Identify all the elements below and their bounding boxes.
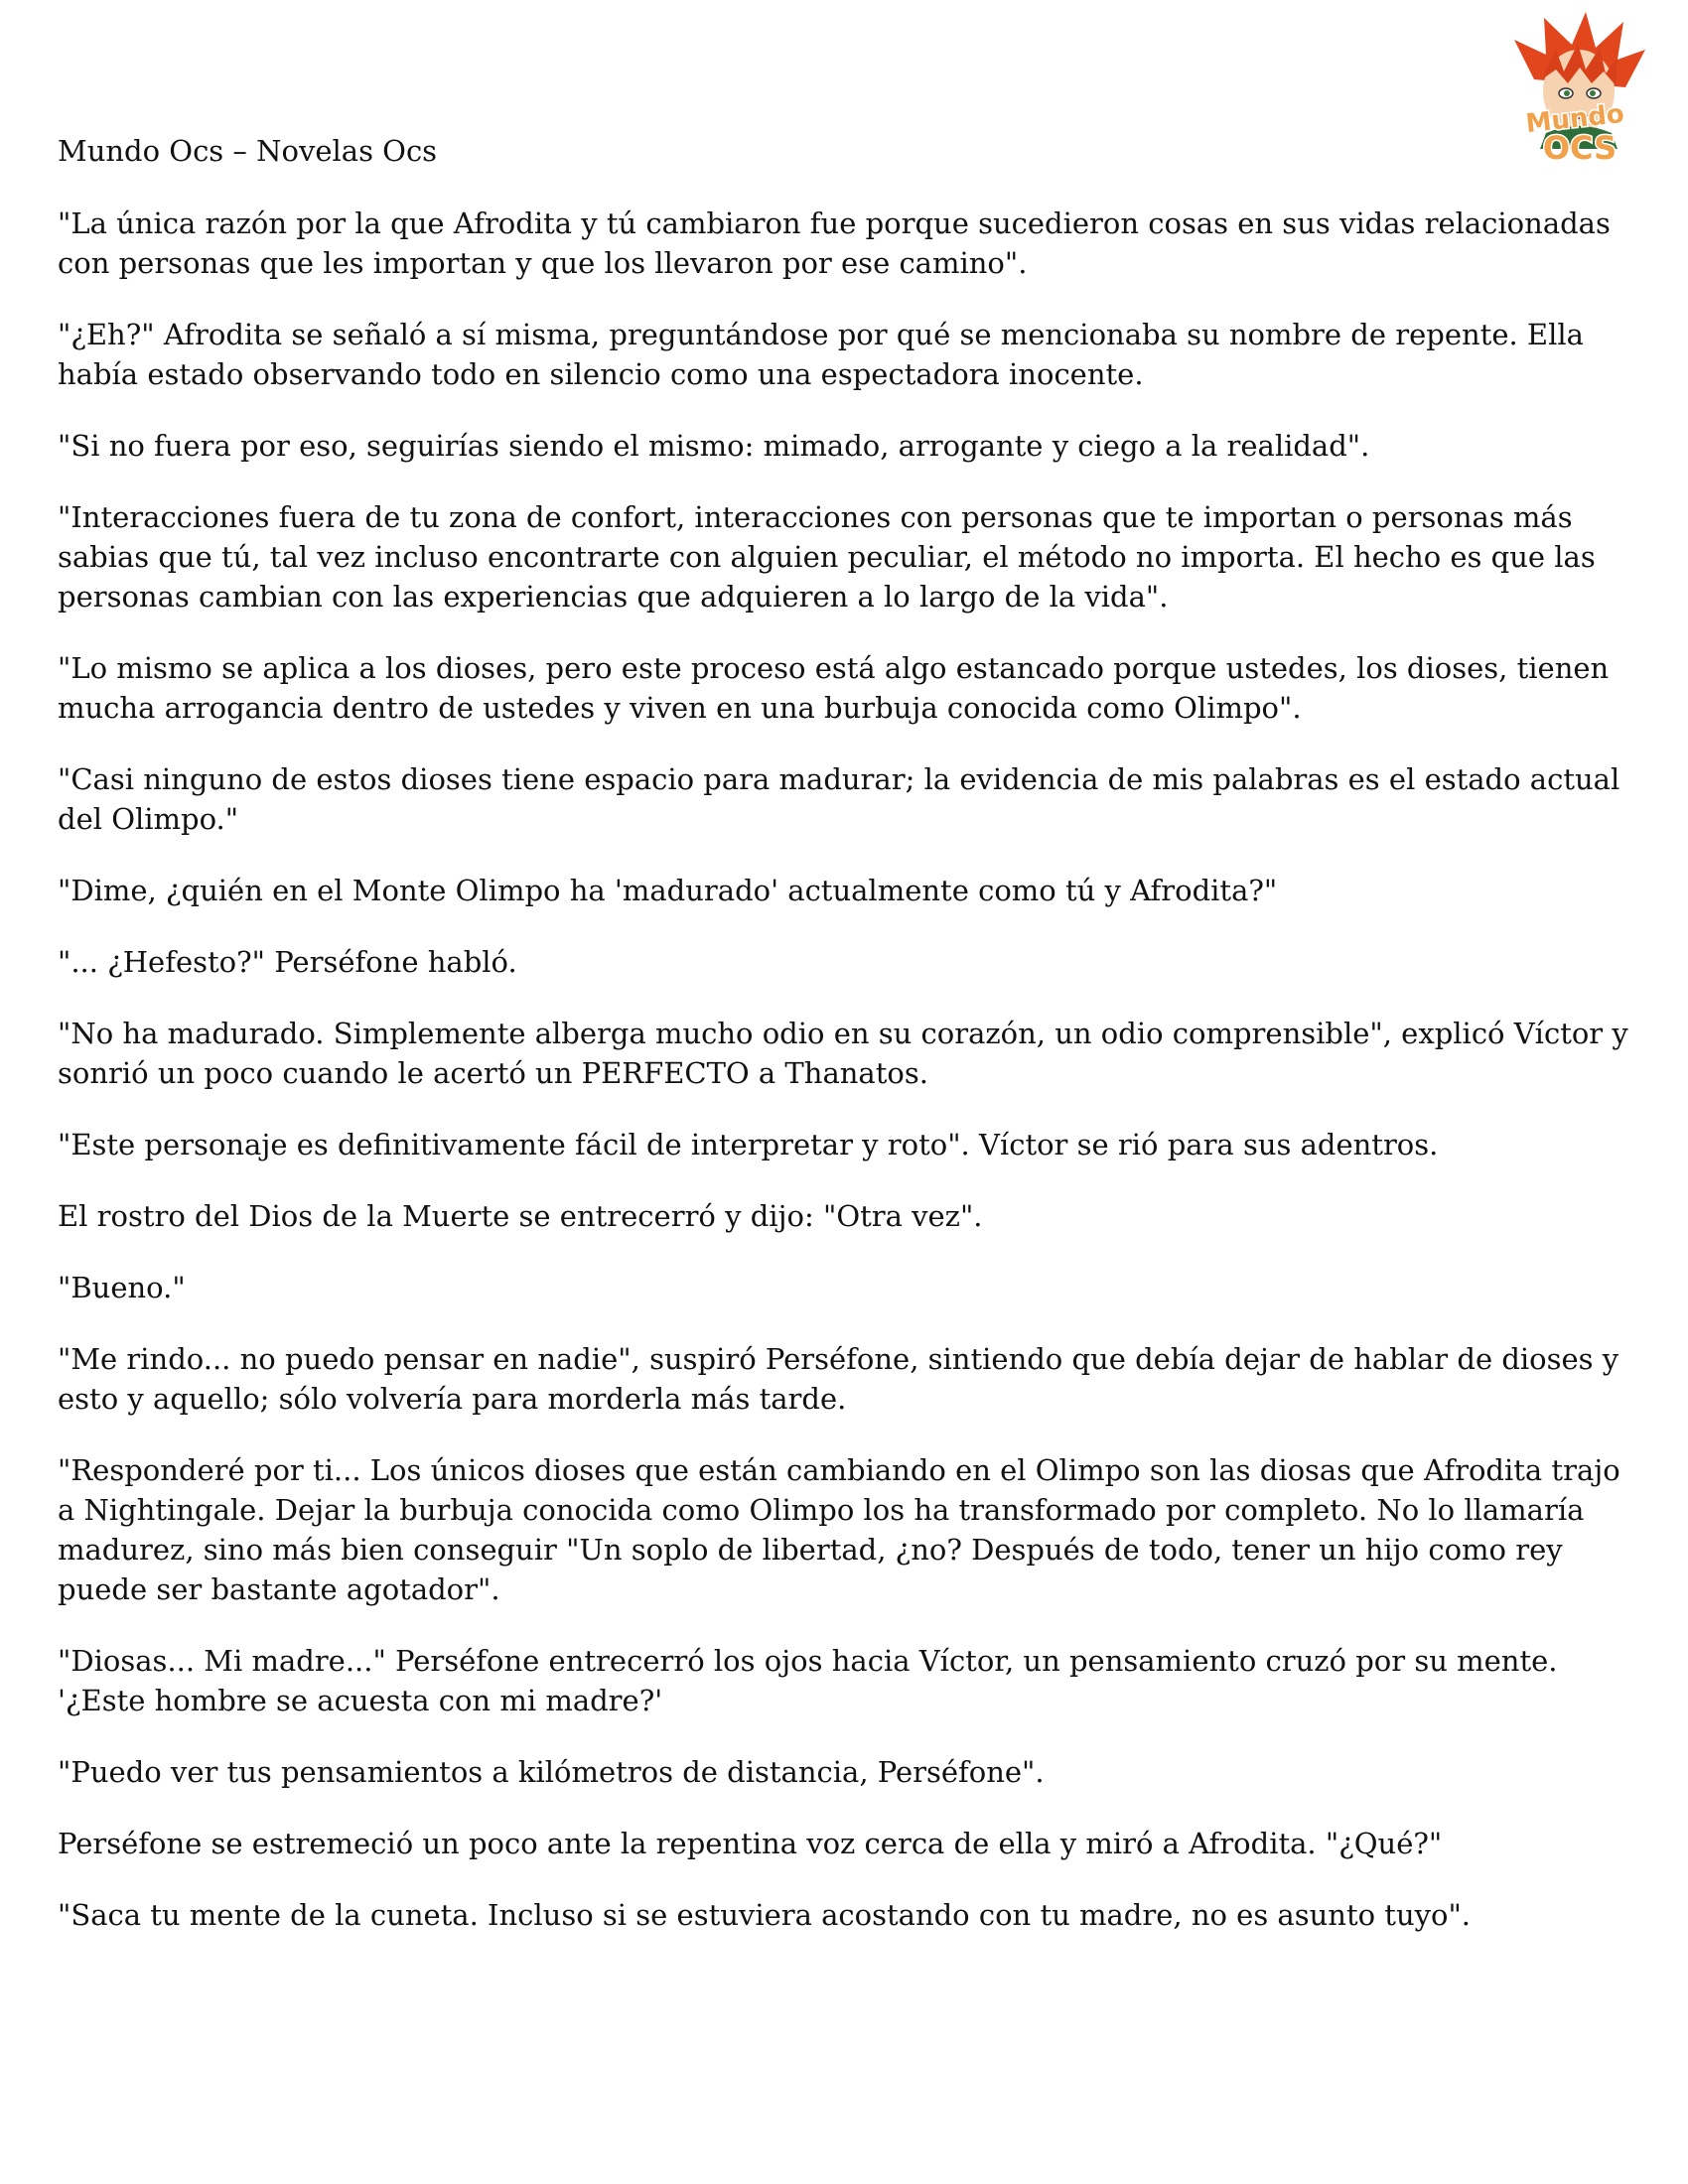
logo-text-bottom: OCS bbox=[1542, 129, 1618, 167]
page-header: Mundo Ocs – Novelas Ocs bbox=[58, 134, 438, 168]
paragraph: "Puedo ver tus pensamientos a kilómetros de distancia, Perséfone". bbox=[58, 1755, 1045, 1789]
paragraph: Perséfone se estremeció un poco ante la repentina voz cerca de ella y miró a Afrodita. "¿Qué?" bbox=[58, 1827, 1443, 1860]
paragraph: "Lo mismo se aplica a los dioses, pero este proceso está algo estancado porque ustedes, los dioses, tienen mucha arrogancia dentro de ustedes y viven en una burbuja conocida como Olimpo". bbox=[58, 651, 1610, 725]
paragraph: "Casi ninguno de estos dioses tiene espacio para madurar; la evidencia de mis palabras es el estado actual del Olimpo." bbox=[58, 762, 1620, 836]
mundo-ocs-logo bbox=[1494, 10, 1658, 179]
paragraph: "Saca tu mente de la cuneta. Incluso si se estuviera acostando con tu madre, no es asunto tuyo". bbox=[58, 1898, 1472, 1932]
paragraph: "¿Eh?" Afrodita se señaló a sí misma, preguntándose por qué se mencionaba su nombre de repente. Ella había estado observando todo en silencio como una espectadora inocente. bbox=[58, 318, 1584, 391]
paragraph: "Dime, ¿quién en el Monte Olimpo ha 'madurado' actualmente como tú y Afrodita?" bbox=[58, 874, 1278, 907]
paragraph: "... ¿Hefesto?" Perséfone habló. bbox=[58, 945, 517, 979]
paragraph: "Interacciones fuera de tu zona de confort, interacciones con personas que te importan o personas más sabias que tú, tal vez incluso encontrarte con alguien peculiar, el método no importa. El hecho es que las personas cambian con las experiencias que adquieren a lo largo de la vida". bbox=[58, 500, 1596, 614]
paragraph: "No ha madurado. Simplemente alberga mucho odio en su corazón, un odio comprensible", explicó Víctor y sonrió un poco cuando le acertó un PERFECTO a Thanatos. bbox=[58, 1017, 1628, 1090]
paragraph: El rostro del Dios de la Muerte se entrecerró y dijo: "Otra vez". bbox=[58, 1199, 983, 1233]
paragraph: "Diosas... Mi madre..." Perséfone entrecerró los ojos hacia Víctor, un pensamiento cruzó por su mente. '¿Este hombre se acuesta con mi madre?' bbox=[58, 1644, 1558, 1717]
paragraph: "Si no fuera por eso, seguirías siendo el mismo: mimado, arrogante y ciego a la realidad". bbox=[58, 429, 1370, 463]
paragraph: "Este personaje es definitivamente fácil de interpretar y roto". Víctor se rió para sus adentros. bbox=[58, 1128, 1439, 1161]
paragraph: "Bueno." bbox=[58, 1271, 186, 1304]
logo-text-top: Mundo bbox=[1524, 98, 1626, 140]
paragraph: "La única razón por la que Afrodita y tú cambiaron fue porque sucedieron cosas en sus vidas relacionadas con personas que les importan y que los llevaron por ese camino". bbox=[58, 206, 1611, 280]
paragraph: "Me rindo... no puedo pensar en nadie", suspiró Perséfone, sintiendo que debía dejar de hablar de dioses y esto y aquello; sólo volvería para morderla más tarde. bbox=[58, 1342, 1619, 1416]
paragraph: "Responderé por ti... Los únicos dioses que están cambiando en el Olimpo son las diosas que Afrodita trajo a Nightingale. Dejar la burbuja conocida como Olimpo los ha transformado por completo. No lo llamaría madurez, sino más bien conseguir "Un soplo de libertad, ¿no? Después de todo, tener un hijo como rey puede ser bastante agotador". bbox=[58, 1453, 1620, 1606]
novel-text bbox=[58, 204, 1646, 1967]
